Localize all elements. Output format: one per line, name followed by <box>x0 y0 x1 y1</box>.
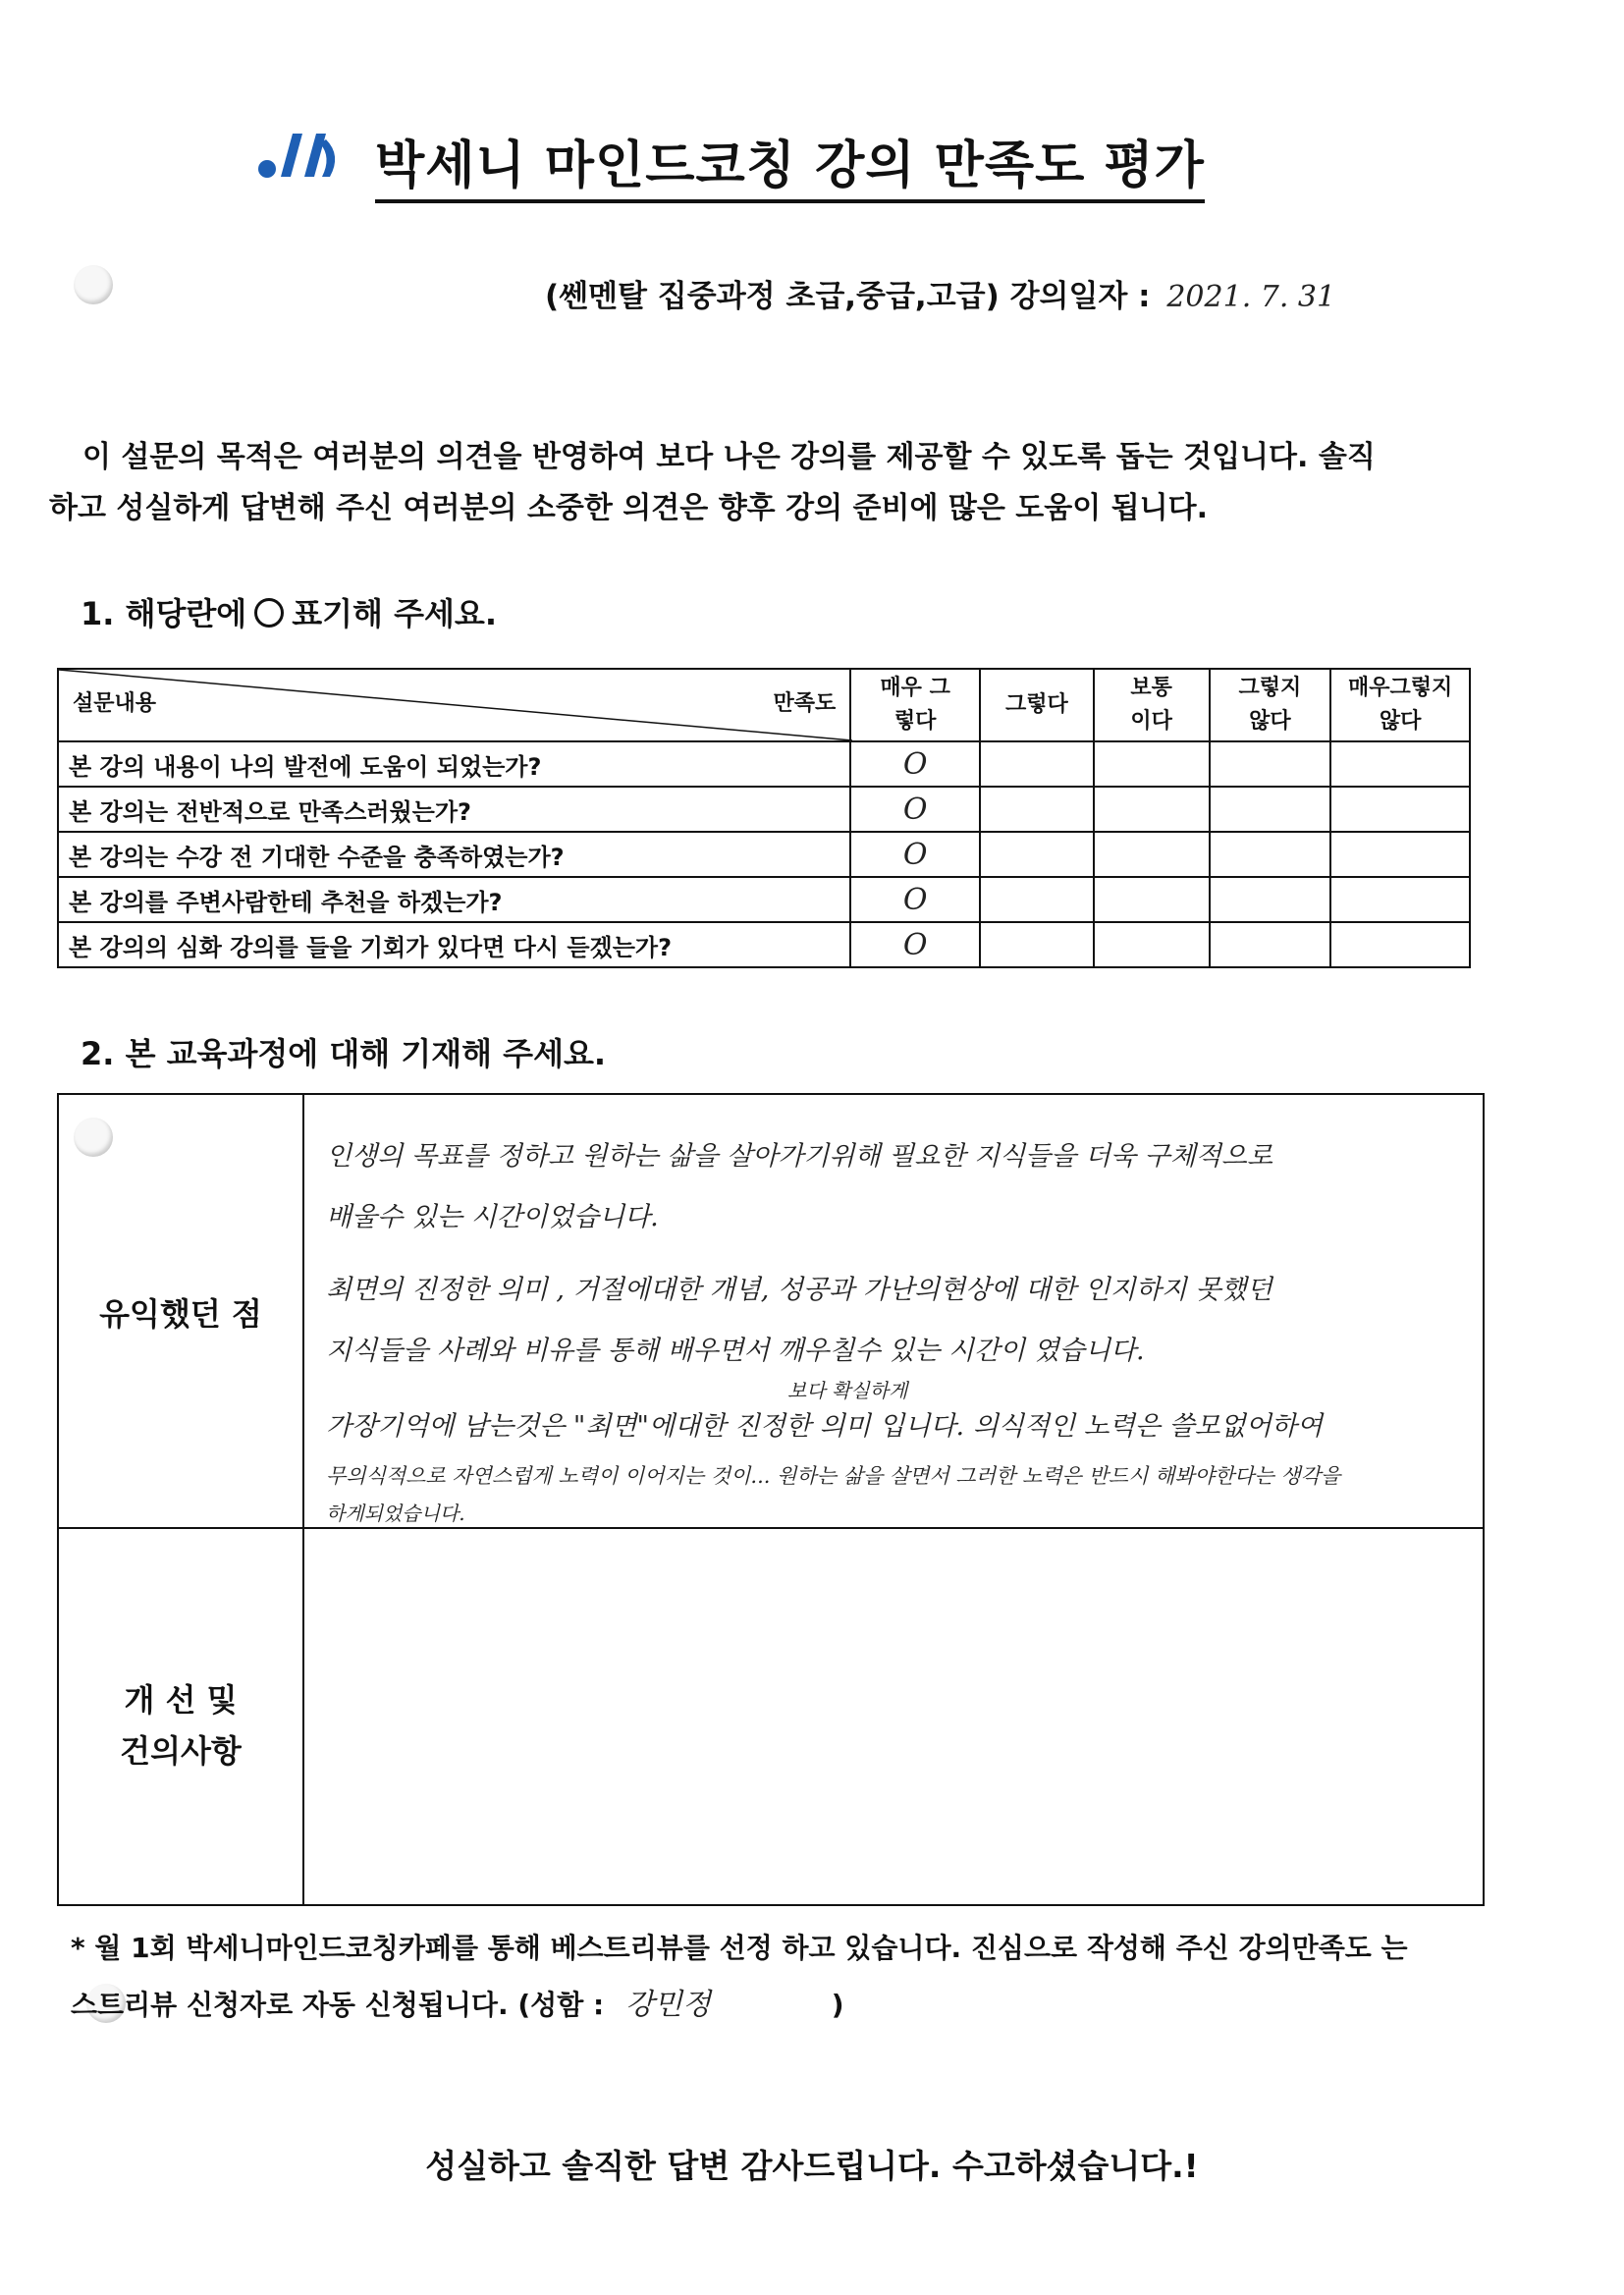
col-header: 그렇다 <box>980 669 1094 741</box>
improve-label-line: 개 선 및 <box>124 1681 238 1719</box>
answer-cell[interactable] <box>1094 832 1210 877</box>
question-text: 본 강의는 수강 전 기대한 수준을 충족하였는가? <box>58 832 850 877</box>
answer-mark[interactable]: O <box>850 922 980 967</box>
improve-label-line: 건의사항 <box>120 1732 242 1770</box>
answer-cell[interactable] <box>1330 922 1470 967</box>
note-line-2 <box>71 1977 1408 2034</box>
section1-prefix: 1. 해당란에 <box>81 595 247 632</box>
answer-cell[interactable] <box>980 741 1094 787</box>
brand-logo <box>257 126 346 185</box>
answer-cell[interactable] <box>1330 877 1470 922</box>
divider <box>59 1527 1483 1529</box>
survey-header-corner <box>58 669 850 741</box>
answer-cell[interactable] <box>1330 787 1470 832</box>
handwritten-line: 지식들을 사례와 비유를 통해 배우면서 깨우칠수 있는 시간이 였습니다. <box>326 1336 1145 1366</box>
answer-cell[interactable] <box>1210 832 1331 877</box>
answer-cell[interactable] <box>1210 741 1331 787</box>
handwritten-line: 무의식적으로 자연스럽게 노력이 이어지는 것이... 원하는 삶을 살면서 그러한 노력은 반드시 해봐야한다는 생각을 <box>326 1464 1341 1488</box>
note-line: 스트리뷰 신청자로 자동 신청됩니다. (성함 : <box>71 1989 605 2021</box>
table-row <box>58 922 1470 967</box>
diagonal-line <box>59 670 852 740</box>
best-review-note <box>71 1920 1408 2034</box>
col-header: 그렇지 않다 <box>1210 669 1331 741</box>
table-row <box>58 787 1470 832</box>
punch-hole <box>74 265 113 304</box>
course-line <box>545 271 1335 315</box>
answer-cell[interactable] <box>1210 877 1331 922</box>
page-title: 박세니 마인드코칭 강의 만족도 평가 <box>375 124 1205 203</box>
note-line: * 월 1회 박세니마인드코칭카페를 통해 베스트리뷰를 선정 하고 있습니다. 진심으로 작성해 주신 강의만족도 는 <box>71 1932 1408 1964</box>
table-row <box>58 832 1470 877</box>
improve-label <box>59 1674 302 1776</box>
question-text: 본 강의의 심화 강의를 들을 기회가 있다면 다시 듣겠는가? <box>58 922 850 967</box>
answer-cell[interactable] <box>1094 741 1210 787</box>
question-text: 본 강의 내용이 나의 발전에 도움이 되었는가? <box>58 741 850 787</box>
answer-cell[interactable] <box>980 922 1094 967</box>
intro-line: 하고 성실하게 답변해 주신 여러분의 소중한 의견은 향후 강의 준비에 많은 도움이 됩니다. <box>49 491 1209 525</box>
name-field[interactable]: 강민정 <box>624 1988 711 2022</box>
handwritten-line: 배울수 있는 시간이었습니다. <box>326 1202 659 1232</box>
useful-label: 유익했던 점 <box>99 1295 262 1333</box>
intro-text <box>49 432 1473 534</box>
section2-title: 2. 본 교육과정에 대해 기재해 주세요. <box>81 1035 607 1072</box>
divider <box>302 1095 304 1904</box>
answer-cell[interactable] <box>980 877 1094 922</box>
answer-mark[interactable]: O <box>850 877 980 922</box>
question-text: 본 강의를 주변사람한테 추천을 하겠는가? <box>58 877 850 922</box>
handwritten-insert: 보다 확실하게 <box>787 1379 908 1402</box>
note-paren: ) <box>831 1989 844 2021</box>
answer-cell[interactable] <box>1094 787 1210 832</box>
intro-line: 이 설문의 목적은 여러분의 의견을 반영하여 보다 나은 강의를 제공할 수 있도록 돕는 것입니다. 솔직 <box>82 440 1376 474</box>
lecture-date: 2021. 7. 31 <box>1166 280 1336 314</box>
answer-cell[interactable] <box>1210 922 1331 967</box>
answer-mark[interactable]: O <box>850 741 980 787</box>
survey-table <box>57 668 1471 968</box>
col-header: 매우 그렇다 <box>850 669 980 741</box>
closing-message: 성실하고 솔직한 답변 감사드립니다. 수고하셨습니다.! <box>425 2147 1199 2185</box>
circle-icon <box>254 598 284 628</box>
answer-cell[interactable] <box>1094 922 1210 967</box>
handwritten-line: 인생의 목표를 정하고 원하는 삶을 살아가기위해 필요한 지식들을 더욱 구체적으로 <box>326 1141 1273 1172</box>
course-label: (쎈멘탈 집중과정 초급,중급,고급) 강의일자 : <box>545 279 1151 314</box>
table-row <box>58 741 1470 787</box>
header-survey-content: 설문내용 <box>73 691 157 716</box>
answer-cell[interactable] <box>980 832 1094 877</box>
header-satisfaction: 만족도 <box>773 691 837 716</box>
col-header: 매우그렇지 않다 <box>1330 669 1470 741</box>
comments-table <box>57 1093 1485 1906</box>
answer-mark[interactable]: O <box>850 832 980 877</box>
answer-cell[interactable] <box>1210 787 1331 832</box>
question-text: 본 강의는 전반적으로 만족스러웠는가? <box>58 787 850 832</box>
answer-cell[interactable] <box>1330 832 1470 877</box>
header <box>257 118 1259 196</box>
survey-header-row <box>58 669 1470 741</box>
answer-cell[interactable] <box>1094 877 1210 922</box>
table-row <box>58 877 1470 922</box>
answer-cell[interactable] <box>980 787 1094 832</box>
answer-cell[interactable] <box>1330 741 1470 787</box>
col-header: 보통 이다 <box>1094 669 1210 741</box>
section1-title <box>81 589 497 634</box>
section1-suffix: 표기해 주세요. <box>292 595 497 632</box>
handwritten-line: 하게되었습니다. <box>326 1502 465 1525</box>
handwritten-line: 가장기억에 남는것은 "최면"에대한 진정한 의미 입니다. 의식적인 노력은 쓸모없어하여 <box>326 1411 1323 1442</box>
answer-mark[interactable]: O <box>850 787 980 832</box>
handwritten-line: 최면의 진정한 의미 , 거절에대한 개념, 성공과 가난의현상에 대한 인지하지 못했던 <box>326 1275 1272 1305</box>
